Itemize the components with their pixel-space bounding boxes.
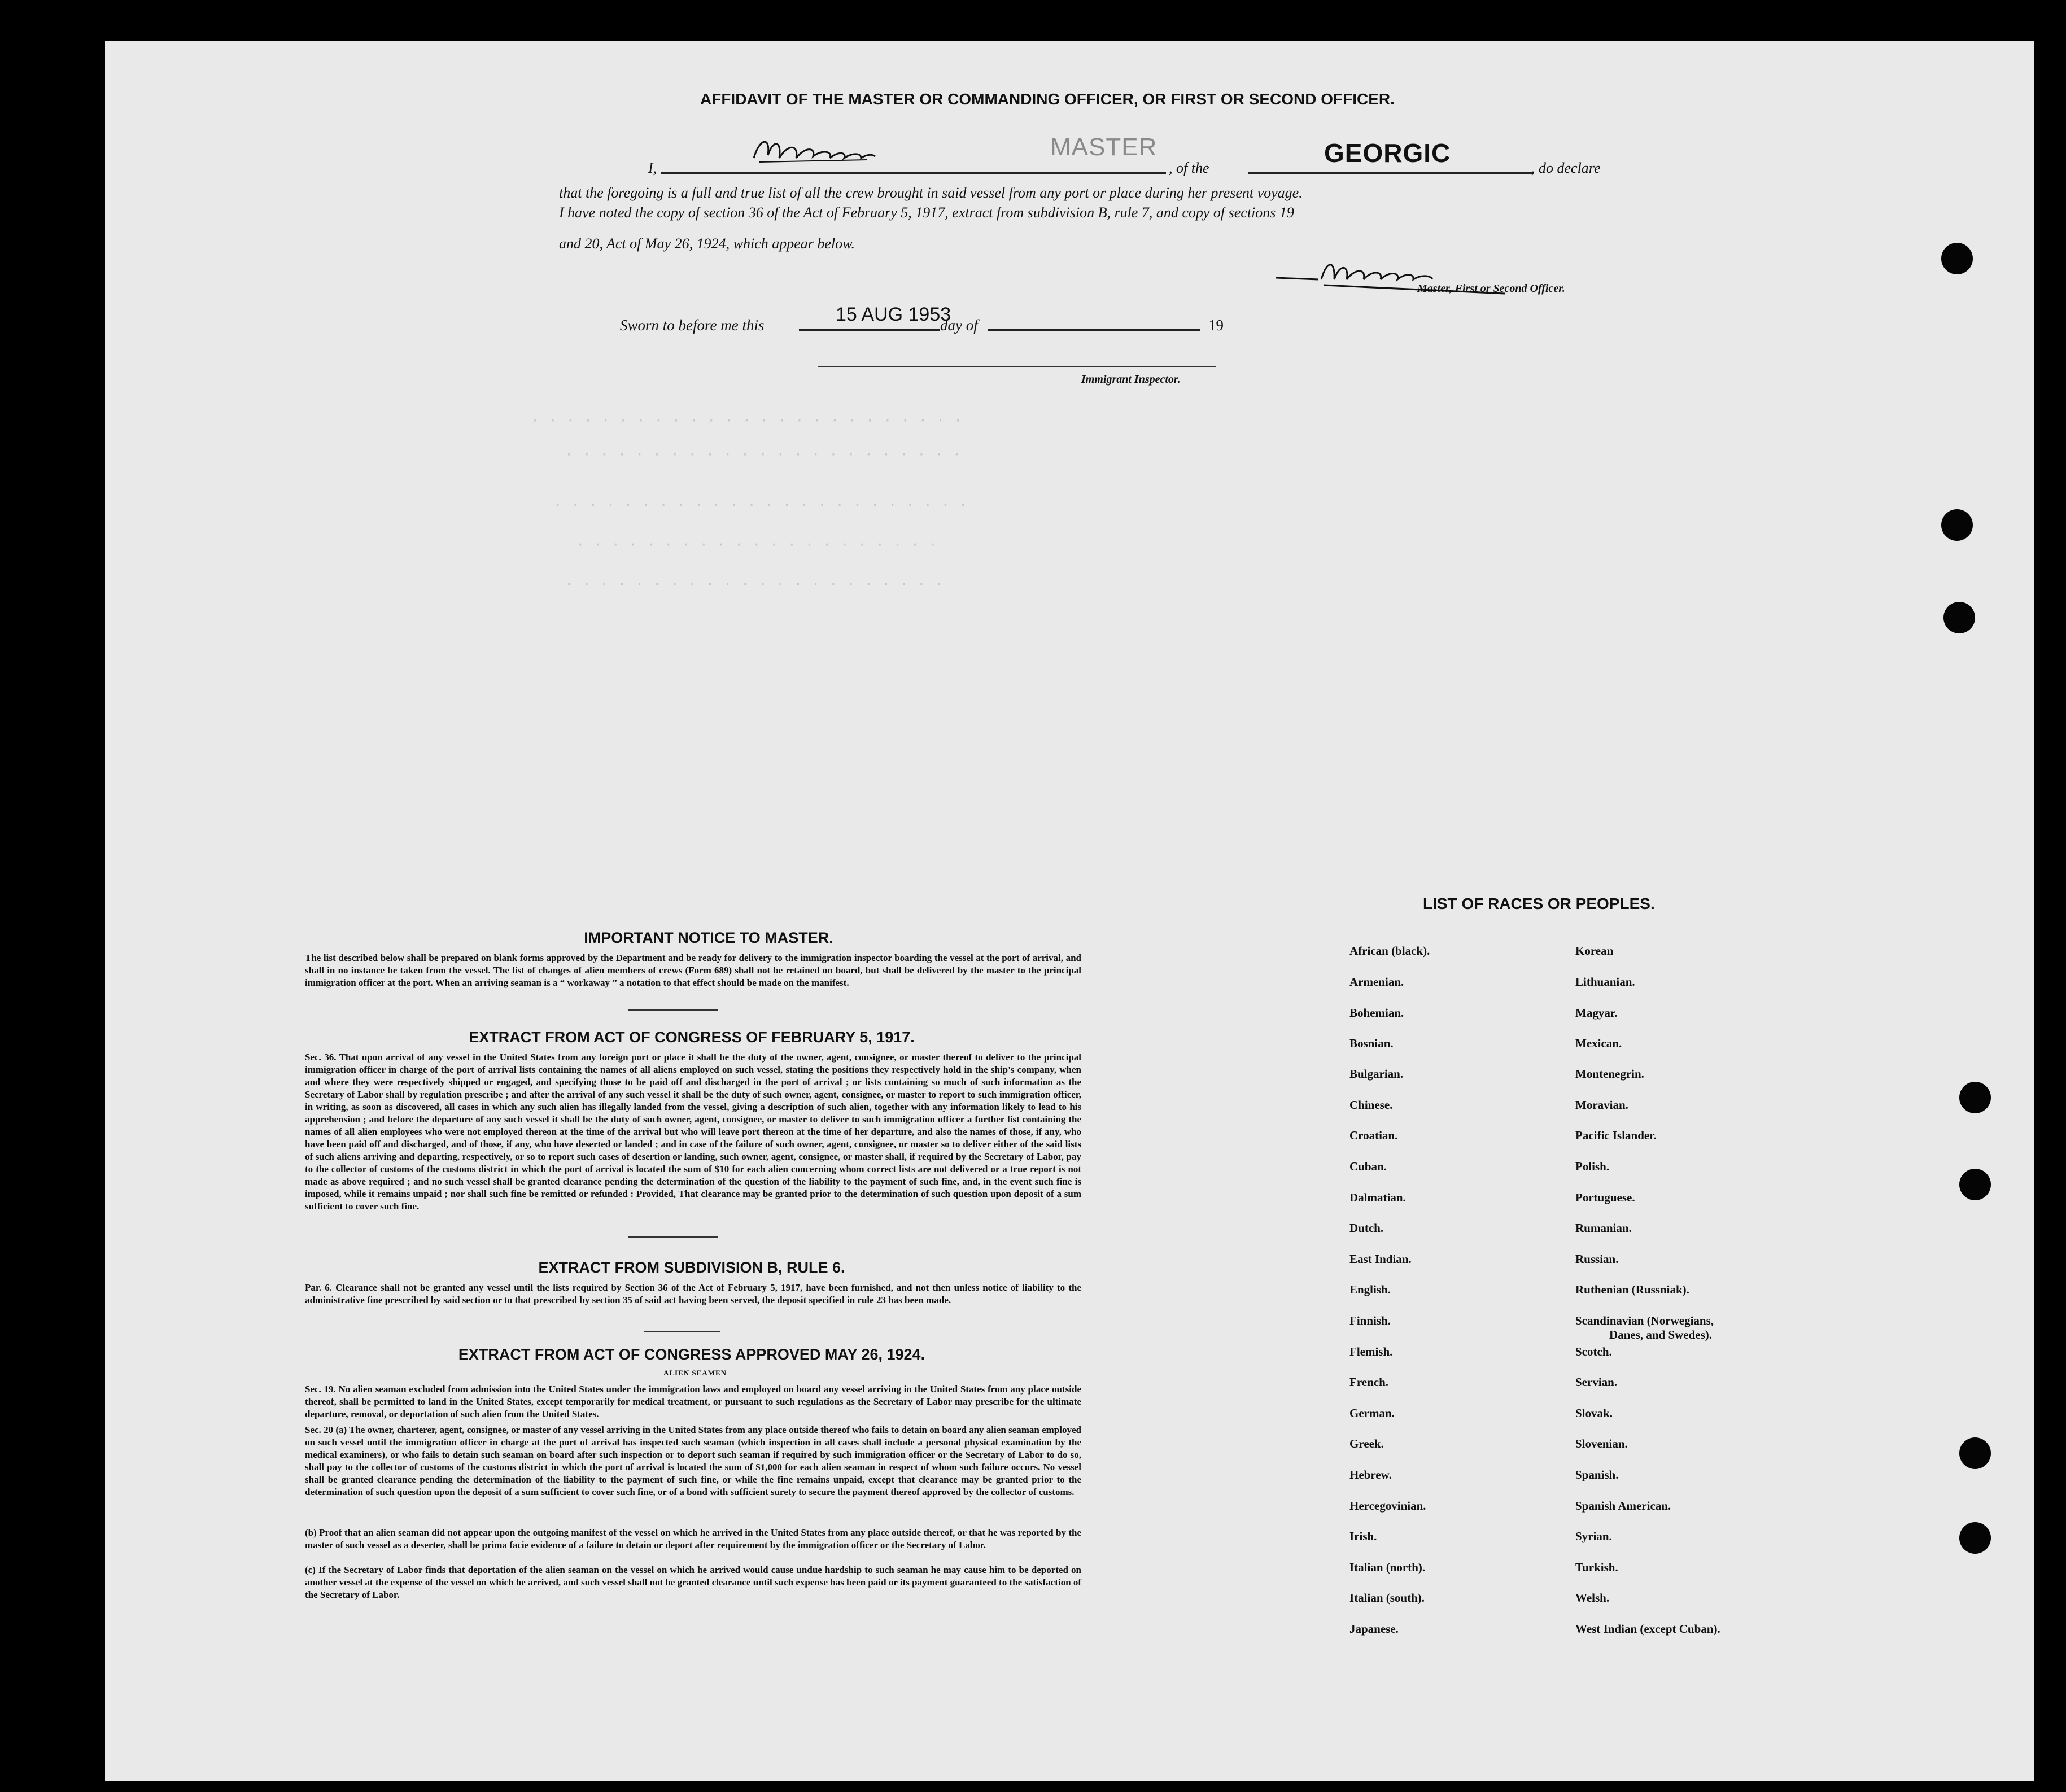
race-item: English. <box>1349 1283 1391 1296</box>
punch-hole <box>1943 602 1975 633</box>
race-item: Flemish. <box>1349 1345 1393 1358</box>
race-item: Cuban. <box>1349 1160 1387 1173</box>
race-item: Slovenian. <box>1575 1437 1628 1450</box>
race-item: Hercegovinian. <box>1349 1499 1426 1513</box>
date-stamp: 15 AUG 1953 <box>836 304 951 325</box>
extract-1924-title: EXTRACT FROM ACT OF CONGRESS APPROVED MAY 26, 1924. <box>458 1346 925 1363</box>
section-divider <box>644 1331 720 1332</box>
affidavit-title: AFFIDAVIT OF THE MASTER OR COMMANDING OFFICER, OR FIRST OR SECOND OFFICER. <box>700 90 1395 108</box>
races-title: LIST OF RACES OR PEOPLES. <box>1423 895 1655 912</box>
race-item: Russian. <box>1575 1252 1619 1266</box>
race-item: Welsh. <box>1575 1591 1610 1605</box>
of-the-label: , of the <box>1169 160 1209 176</box>
race-item: Turkish. <box>1575 1561 1618 1574</box>
sec-20b-body: (b) Proof that an alien seaman did not appear upon the outgoing manifest of the vessel on which he arrived in the United States from any place outside thereof, or that he was reported by the master of such vessel as a deserter, shall be prima facie evidence of a failure to detain or deport after requirement by the immigration officer or the Secretary of Labor. <box>305 1527 1081 1550</box>
section-divider <box>628 1236 718 1238</box>
signature-caption: Master, First or Second Officer. <box>1417 282 1565 295</box>
race-item: Pacific Islander. <box>1575 1129 1657 1142</box>
notice-title: IMPORTANT NOTICE TO MASTER. <box>584 929 833 946</box>
race-item: Moravian. <box>1575 1098 1628 1112</box>
subdivision-b-title: EXTRACT FROM SUBDIVISION B, RULE 6. <box>538 1259 845 1276</box>
race-item: Dutch. <box>1349 1221 1384 1235</box>
punch-hole <box>1959 1522 1991 1554</box>
affidavit-line-3: and 20, Act of May 26, 1924, which appear below. <box>559 235 855 252</box>
race-item: Croatian. <box>1349 1129 1398 1142</box>
sec-20a-body: Sec. 20 (a) The owner, charterer, agent, consignee, or master of any vessel arriving in the United States from any place outside thereof who fails to detain on board any alien seaman employed on such vessel until the immigration officer in charge at the port of arrival has inspected such seaman (which inspection in all cases shall include a personal physical examination by the medical examiners), or who fails to detain such seaman on board after such inspection or to deport such seaman if required by such immigration officer or the Secretary of Labor to do so, shall pay to the collector of customs of the customs district in which the port of arrival is located the sum of $1,000 for each alien seaman in respect of whom such failure occurs. No vessel shall be granted clearance pending the determination of the liability to the payment of such fine, or while the fine remains unpaid, except that clearance may be granted prior to the determination of such question upon the deposit of a sum sufficient to cover such fine, or of a bond with sufficient surety to secure the payment thereof approved by the collector of customs. <box>305 1424 1081 1497</box>
vessel-name-field <box>1248 172 1533 174</box>
vessel-name: GEORGIC <box>1324 138 1451 168</box>
affidavit-line-1: that the foregoing is a full and true list of all the crew brought in said vessel from any port or place during her present voyage. <box>559 185 1303 201</box>
punch-hole <box>1959 1169 1991 1200</box>
race-item: Rumanian. <box>1575 1221 1632 1235</box>
race-item: Italian (south). <box>1349 1591 1425 1605</box>
master-signature <box>748 127 884 172</box>
race-item: Italian (north). <box>1349 1561 1426 1574</box>
bleed-through-row: · · · · · · · · · · · · · · · · · · · · · · · <box>565 446 962 463</box>
race-item-continuation: Danes, and Swedes). <box>1609 1328 1713 1341</box>
document-page <box>105 41 2034 1781</box>
subdivision-b-body: Par. 6. Clearance shall not be granted any vessel until the lists required by Section 36 of the Act of February 5, 1917, have been furnished, and not then unless notice of liability to the administrative fine prescribed by said section or to that prescribed by section 35 of said act having been served, the deposit specified in rule 23 has been made. <box>305 1282 1081 1305</box>
race-item: Polish. <box>1575 1160 1610 1173</box>
declarant-prefix: I, <box>648 160 657 176</box>
inspector-signature-line <box>818 366 1216 367</box>
punch-hole <box>1959 1082 1991 1113</box>
race-item: West Indian (except Cuban). <box>1575 1622 1720 1636</box>
race-item: French. <box>1349 1375 1389 1389</box>
sworn-day-field <box>799 329 940 331</box>
do-declare-label: , do declare <box>1531 160 1601 176</box>
race-item: Slovak. <box>1575 1406 1613 1420</box>
bleed-through-row: · · · · · · · · · · · · · · · · · · · · · · · · <box>553 497 968 514</box>
race-item: Chinese. <box>1349 1098 1393 1112</box>
race-item: African (black). <box>1349 944 1430 958</box>
race-item: Korean <box>1575 944 1614 958</box>
race-item: Scotch. <box>1575 1345 1612 1358</box>
race-item: Mexican. <box>1575 1037 1622 1050</box>
race-item: Spanish American. <box>1575 1499 1671 1513</box>
extract-1917-title: EXTRACT FROM ACT OF CONGRESS OF FEBRUARY 5, 1917. <box>469 1029 915 1046</box>
inspector-caption: Immigrant Inspector. <box>1081 373 1181 386</box>
punch-hole <box>1941 243 1973 274</box>
race-item: Bulgarian. <box>1349 1067 1404 1081</box>
race-item: Japanese. <box>1349 1622 1399 1636</box>
sworn-year: 19 <box>1208 317 1224 334</box>
section-divider <box>628 1009 718 1011</box>
extract-1917-body: Sec. 36. That upon arrival of any vessel in the United States from any foreign port or place it shall be the duty of the owner, agent, consignee, or master thereof to deliver to the principal immigration officer in charge of the port of arrival lists containing the names of all aliens employed on such vessel, stating the positions they respectively hold in the ship's company, when and where they were respectively shipped or engaged, and specifying those to be paid off and discharged in the port of arrival ; or lists containing so much of such information as the Secretary of Labor shall by regulation prescribe ; and after the arrival of any such vessel it shall be the duty of such owner, agent, consignee, or master to report to such immigration officer, in writing, as soon as discovered, all cases in which any such alien has illegally landed from the vessel, giving a description of such alien, together with any information likely to lead to his apprehension ; and before the departure of any such vessel it shall be the duty of such owner, agent, consignee, or master to deliver to such immigration officer a further list containing the names of all alien employees who were not employed thereon at the time of the arrival but who will leave port thereon at the time of her departure, and also the names of those, if any, who have been paid off and discharged, and of those, if any, who have deserted or landed ; and in case of the failure of such owner, agent, consignee, or master so to deliver either of the said lists of such aliens arriving and departing, respectively, or so to report such cases of desertion or landing, such owner, agent, consignee, or master shall, if required by the Secretary of Labor, pay to the collector of customs of the customs district in which the port of arrival is located the sum of $10 for each alien concerning whom correct lists are not delivered or a true report is not made as above required ; and no such vessel shall be granted clearance pending the determination of the question of the liability to the payment of such fine, and, in the event such fine is imposed, while it remains unpaid ; nor shall such fine be remitted or refunded : Provided, That clearance may be granted prior to the determination of such question upon deposit of a sum sufficient to cover such fine. <box>305 1052 1081 1212</box>
alien-seamen-subtitle: ALIEN SEAMEN <box>663 1369 727 1377</box>
race-item: Ruthenian (Russniak). <box>1575 1283 1689 1296</box>
race-item: Magyar. <box>1575 1006 1618 1020</box>
bleed-through-row: · · · · · · · · · · · · · · · · · · · · · · · · · <box>531 412 963 429</box>
sec-20c-body: (c) If the Secretary of Labor finds that deportation of the alien seaman on the vessel on which he arrived would cause undue hardship to such seaman he may cause him to be deported on another vessel at the expense of the vessel on which he arrived, and such vessel shall not be granted clearance until such expense has been paid or its payment guaranteed to the satisfaction of the Secretary of Labor. <box>305 1564 1081 1600</box>
race-item: Hebrew. <box>1349 1468 1392 1481</box>
affidavit-line-2: I have noted the copy of section 36 of the Act of February 5, 1917, extract from subdivision B, rule 7, and copy of sections 19 <box>559 204 1294 221</box>
race-item: Bohemian. <box>1349 1006 1404 1020</box>
race-item: Finnish. <box>1349 1314 1391 1327</box>
sworn-day-of: day of <box>940 317 978 334</box>
race-item: Scandinavian (Norwegians, <box>1575 1314 1714 1327</box>
race-item: Spanish. <box>1575 1468 1619 1481</box>
race-item: Portuguese. <box>1575 1191 1635 1204</box>
race-item: Syrian. <box>1575 1529 1612 1543</box>
sworn-prefix: Sworn to before me this <box>620 317 765 334</box>
race-item: Servian. <box>1575 1375 1618 1389</box>
notice-body: The list described below shall be prepared on blank forms approved by the Department and be ready for delivery to the immigration inspector boarding the vessel at the port of arrival, and shall in no instance be taken from the vessel. The list of changes of alien members of crews (Form 689) shall not be retained on board, but shall be delivered by the master to the principal immigration officer at the port. When an arriving seaman is a “ workaway ” a notation to that effect should be made on the manifest. <box>305 952 1081 988</box>
race-item: Bosnian. <box>1349 1037 1394 1050</box>
race-item: Greek. <box>1349 1437 1384 1450</box>
race-item: Dalmatian. <box>1349 1191 1406 1204</box>
sec-19-body: Sec. 19. No alien seaman excluded from admission into the United States under the immigration laws and employed on board any vessel arriving in the United States from any place outside thereof, shall be permitted to land in the United States, except temporarily for medical treatment, or pursuant to such regulations as the Secretary of Labor may prescribe for the ultimate departure, removal, or deportation of such alien from the United States. <box>305 1384 1081 1419</box>
punch-hole <box>1959 1437 1991 1469</box>
race-item: Armenian. <box>1349 975 1404 989</box>
race-item: Irish. <box>1349 1529 1377 1543</box>
race-item: Lithuanian. <box>1575 975 1635 989</box>
race-item: Montenegrin. <box>1575 1067 1644 1081</box>
race-item: East Indian. <box>1349 1252 1412 1266</box>
sworn-month-field <box>988 329 1200 331</box>
bleed-through-row: · · · · · · · · · · · · · · · · · · · · · · <box>565 576 944 593</box>
bleed-through-row: · · · · · · · · · · · · · · · · · · · · · <box>576 536 937 553</box>
declarant-name-field <box>661 172 1166 174</box>
punch-hole <box>1941 509 1973 541</box>
race-item: German. <box>1349 1406 1395 1420</box>
master-stamp: MASTER <box>1050 133 1158 161</box>
